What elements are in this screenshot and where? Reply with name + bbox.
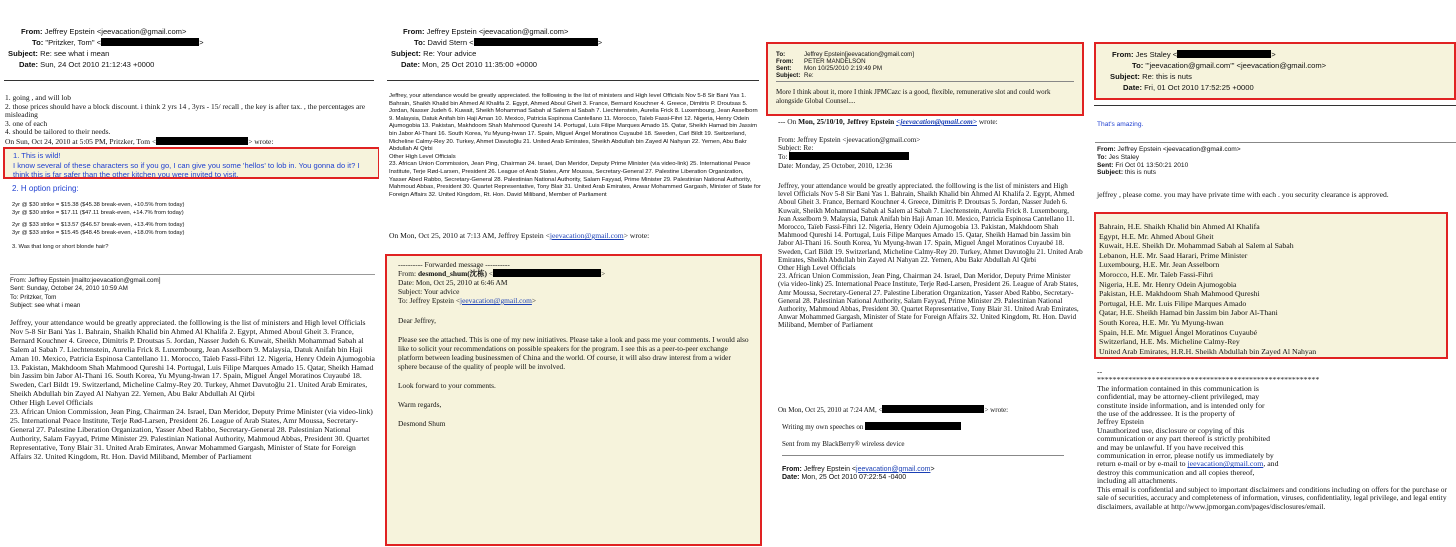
redaction-bar bbox=[882, 405, 984, 413]
disclaimer-line: confidential, may be attorney-client privileged, may bbox=[1097, 392, 1260, 402]
quoted-sent-value: Fri Oct 01 13:50:21 2010 bbox=[1115, 161, 1189, 169]
quoted-from: From: Jeffrey Epstein [mailto:jeevacation@gmail.com] bbox=[10, 277, 161, 284]
redaction-bar bbox=[101, 38, 199, 46]
quoted-sent-label: Sent: bbox=[1097, 161, 1114, 169]
from-value: Jeffrey Epstein <jeevacation@gmail.com> bbox=[44, 27, 187, 36]
from-value: Jes Staley < bbox=[1135, 50, 1178, 59]
email-link[interactable]: jeevacation@gmail.com bbox=[856, 465, 931, 473]
list-item: Luxembourg, H.E. Mr. Jean Asselborn bbox=[1099, 260, 1220, 270]
other-officials-heading: Other High Level Officials bbox=[10, 398, 93, 408]
quote-intro-2: On Mon, Oct 25, 2010 at 7:24 AM, < > wrote: bbox=[778, 406, 1009, 414]
divider bbox=[387, 80, 759, 81]
staley-reply: That's amazing. bbox=[1097, 121, 1144, 128]
disclaimer-return-line: return e-mail or by e-mail to jeevacation@gmail.com, and bbox=[1097, 459, 1279, 469]
highlight-line: I know several of these characters so if you go, I can give you some 'hellos' to lob in. You gonna do it? I think this is far safer than the other kitchen you were invited to visit. bbox=[13, 160, 360, 180]
email-link[interactable]: jeevacation@gmail.com bbox=[549, 231, 624, 240]
to-label: To: bbox=[414, 38, 426, 47]
email-header: From: Jes Staley < > To: "'jeevacation@gmail.com'" <jeevacation@gmail.com> Subject: Re: this is nuts Date: Fri, 01 Oct 2010 17:52:25 +0000 bbox=[1110, 50, 1327, 92]
from-label: From: bbox=[21, 27, 43, 36]
from-label: From: bbox=[403, 27, 425, 36]
to-value: "Pritzker, Tom" < bbox=[45, 38, 102, 47]
subject-label: Subject: bbox=[391, 49, 421, 58]
to-value: David Stern < bbox=[427, 38, 474, 47]
list-item: Morocco, H.E. Mr. Taïeb Fassi-Fihri bbox=[1099, 269, 1214, 279]
letter-closing: Look forward to your comments. bbox=[398, 381, 496, 390]
disclaimer-block bbox=[1097, 368, 1453, 511]
quote-intro: On Mon, Oct 25, 2010 at 7:13 AM, Jeffrey Epstein <jeevacation@gmail.com> wrote: bbox=[389, 231, 650, 240]
highlight-box-mandelson bbox=[766, 42, 1084, 116]
list-item: Egypt, H.E. Mr. Ahmed Aboul Gheit bbox=[1099, 231, 1214, 241]
date-value: Fri, 01 Oct 2010 17:52:25 +0000 bbox=[1144, 83, 1254, 92]
regards: Warm regards, bbox=[398, 400, 442, 409]
quoted-header bbox=[10, 277, 160, 310]
pricing-heading: 2. H option pricing: bbox=[12, 184, 79, 193]
f-from: From: Jeffrey Epstein <jeevacation@gmail.com> bbox=[782, 465, 935, 473]
body-line: 2. those prices should have a block discount. i think 2 yrs 14 , 3yrs - 15/ recall , the key is after tax. , the percentages are misleading bbox=[5, 101, 366, 120]
quoted-to: To: bbox=[778, 152, 1083, 161]
price-line: 3yr @ $30 strike = $17.11 ($47.11 break-even, +14.7% from today) bbox=[12, 209, 184, 216]
highlight-box-staley-header bbox=[1094, 42, 1456, 100]
quoted-header bbox=[1097, 146, 1241, 177]
star-separator: ********************************************************* bbox=[1097, 375, 1320, 385]
disclaimer-line: communication or any part thereof is strictly prohibited bbox=[1097, 434, 1271, 444]
list-item: Spain, H.E. Mr. Miguel Ángel Moratinos Cuyaubé bbox=[1099, 327, 1258, 337]
forward-marker: ---------- Forwarded message ---------- bbox=[398, 260, 510, 269]
redaction-bar bbox=[1177, 50, 1271, 58]
date-label: Date: bbox=[1123, 83, 1142, 92]
price-line: 2yr @ $33 strike = $13.57 ($46.57 break-even, +13.4% from today) bbox=[12, 222, 185, 229]
subject-value: Re: Your advice bbox=[423, 49, 477, 58]
disclaimer-line: Jeffrey Epstein bbox=[1097, 417, 1144, 427]
disclaimer-line: Unauthorized use, disclosure or copying of this bbox=[1097, 425, 1245, 435]
quoted-to-value: Jes Staley bbox=[1108, 153, 1140, 161]
list-item: Lebanon, H.E. Mr. Saad Harari, Prime Minister bbox=[1099, 250, 1248, 260]
sent-label: Sent: bbox=[776, 65, 792, 72]
from-value: Jeffrey Epstein <jeevacation@gmail.com> bbox=[426, 27, 569, 36]
quoted-body bbox=[778, 182, 1083, 330]
list-item: South Korea, H.E. Mr. Yu Myung-hwan bbox=[1099, 317, 1224, 327]
email-panel-mandelson bbox=[766, 22, 1088, 547]
from-value: PETER MANDELSON bbox=[804, 58, 866, 65]
quoted-from-value: Jeffrey Epstein <jeevacation@gmail.com> bbox=[1117, 146, 1241, 153]
email-panel-staley bbox=[1091, 0, 1456, 547]
redaction-bar bbox=[156, 137, 248, 145]
subject-label: Subject: bbox=[776, 72, 801, 79]
minister-list: Jeffrey, your attendance would be greatly appreciated. the folllowing is the list of ministers and High level Officials Nov 5-8 Sir Bani Yas 1. Bahrain, Shaikh Khalid bin Ahmed Al Khalifa 2. Egypt, Ahmed Aboul Gheit 3. France, Bernard Kouchner 4. Greece, Dimitris P. Droutsas 5. Jordan, Nasser Judeh 6. Kuwait, Sheikh Mohammad Sabah al Salem al Sabah 7. Liechtenstein, Aurelia Frick 8. Luxembourg, Jean Asselborn 9. Malaysia, Datuk Anifah bin Haji Aman 10. Mexico, Patricia Espinosa Cantellano 11. Morocco, Taïeb Fassi-Fihri 12. Nigeria, Henry Odein Ajumogobia 13. Pakistan, Makhdoom Shah Mahmood Qureshi 14. Portugal, Luis Filipe Marques Amado 15. Qatar, Sheikh Hamad bin Jassim bin Jabor Al-Thani 16. South Korea, Yu Myung-hwan 17. Spain, Miguel Ángel Moratinos Cuyaubé 18. Sweden, Carl Bildt 19. Switzerland, Micheline Calmy-Rey 20. Turkey, Ahmet Davutoğlu 21. United Arab Emirates, Sheikh Abdullah bin Zayed Al Nahyan 22. Yemen, Abu Bakr Abdullah Al Qirbi bbox=[10, 318, 375, 399]
disclaimer-line: The information contained in this communication is bbox=[1097, 383, 1259, 393]
fwd-date: Date: Mon, Oct 25, 2010 at 6:46 AM bbox=[398, 278, 508, 287]
highlight-box-list bbox=[1094, 212, 1448, 359]
quoted-sent: Sent: Sunday, October 24, 2010 10:59 AM bbox=[10, 285, 128, 293]
body-line: 4. should be tailored to their needs. bbox=[5, 127, 111, 137]
sent-value: Mon 10/25/2010 2:19:49 PM bbox=[804, 65, 883, 72]
disclaimer-line: constitute inside information, and is intended only for bbox=[1097, 400, 1265, 410]
question-line: 3. Was that long or short blonde hair? bbox=[12, 244, 109, 251]
disclaimer-line: the use of the addressee. It is the property of bbox=[1097, 409, 1236, 419]
fwd-to: To: Jeffrey Epstein <jeevacation@gmail.com> bbox=[398, 296, 537, 305]
redaction-bar bbox=[474, 38, 598, 46]
date-value: Sun, 24 Oct 2010 21:12:43 +0000 bbox=[40, 60, 155, 69]
pricing-list bbox=[12, 202, 184, 252]
disclaimer-lines bbox=[1097, 469, 1453, 486]
mandelson-message: More I think about it, more I think JPMCazc is a good, flexible, remunerative slot and could work alongside Global Counsel.... bbox=[776, 88, 1051, 105]
jpmorgan-disclaimer: This email is confidential and subject to important disclaimers and conditions including on offers for the purchase or sale of securities, accuracy and completeness of information, viruses, confidentiality, legal privilege, and legal entity disclaimers, available at http://www.jpmorgan.com/pages/disclosures/email. bbox=[1097, 484, 1447, 511]
to-label: To: bbox=[776, 51, 786, 58]
list-item: Nigeria, H.E. Mr. Henry Odein Ajumogobia bbox=[1099, 279, 1237, 289]
officials-list: 23. African Union Commission, Jean Ping, Chairman 24. Israel, Dan Meridor, Deputy Prime Minister (via video-link) 25. International Peace Institute, Terje Rød-Larsen, President 26. League of Arab States, Amr Moussa, Secretary-General 27. Palestine Liberation Organization, Yasser Abed Rabbo, Secretary-General 28. Palestinian National Authority, Salam Fayyad, Prime Minister 29. Palestinian National Authority, Mahmoud Abbas, President 30. Quartet Representative, Tony Blair 31. United Arab Emirates, Anwar Mohammed Gargash, Minister of State for Foreign Affairs 32. United Kingdom, Rt. Hon. David Miliband, Member of Parliament bbox=[778, 272, 1079, 330]
list-item: Kuwait, H.E. Sheikh Dr. Mohammad Sabah al Salem al Sabah bbox=[1099, 241, 1294, 251]
price-line: 3yr @ $33 strike = $15.45 ($48.45 break-even, +18.0% from today) bbox=[12, 229, 185, 236]
quoted-from: From: Jeffrey Epstein <jeevacation@gmail.com> bbox=[778, 136, 921, 144]
email-panel-pritzker bbox=[0, 22, 379, 547]
disclaimer-line: communication in error, please notify us immediately by bbox=[1097, 451, 1274, 461]
disclaimer-lines bbox=[1097, 385, 1453, 461]
email-body bbox=[389, 93, 761, 199]
writing-line: Writing my own speeches on bbox=[782, 422, 1082, 431]
divider bbox=[4, 80, 374, 81]
subject-label: Subject: bbox=[8, 49, 38, 58]
officials-list: 23. African Union Commission, Jean Ping, Chairman 24. Israel, Dan Meridor, Deputy Prime Minister (via video-link) 25. International Peace Institute, Terje Rød-Larsen, President 26. League of Arab States, Amr Moussa, Secretary-General 27. Palestine Liberation Organization, Yasser Abed Rabbo, Secretary-General 28. Palestinian National Authority, Salam Fayyad, Prime Minister 29. Palestinian National Authority, Mahmoud Abbas, President 30. Quartet Representative, Tony Blair 31. United Arab Emirates, Anwar Mohammed Gargash, Minister of State for Foreign Affairs 32. United Kingdom, Rt. Hon. David Miliband, Member of Parliament bbox=[10, 407, 373, 461]
quoted-subject-value: this is nuts bbox=[1124, 169, 1157, 177]
signature: Desmond Shum bbox=[398, 419, 446, 428]
divider bbox=[1094, 105, 1456, 106]
price-line: 2yr @ $30 strike = $15.38 ($45.38 break-even, +10.5% from today) bbox=[12, 202, 185, 208]
fwd-from: From: desmond_shum(沈栋) < > bbox=[398, 269, 606, 278]
email-body bbox=[5, 94, 375, 147]
quoted-to: To: Pritzker, Tom bbox=[10, 293, 57, 301]
to-label: To: bbox=[1132, 61, 1144, 70]
quoted-subject: Subject: see what i mean bbox=[10, 301, 81, 309]
email-header: From: Jeffrey Epstein <jeevacation@gmail.com> To: "Pritzker, Tom" < > Subject: Re: see what i mean Date: Sun, 24 Oct 2010 21:12:43 +0000 bbox=[8, 27, 204, 69]
divider bbox=[10, 274, 375, 275]
date-label: Date: bbox=[19, 60, 38, 69]
to-value: "'jeevacation@gmail.com'" <jeevacation@gmail.com> bbox=[1145, 61, 1327, 70]
redaction-bar bbox=[493, 269, 601, 277]
officials-list: 23. African Union Commission, Jean Ping, Chairman 24. Israel, Dan Meridor, Deputy Prime Minister (via video-link) 25. International Peace Institute, Terje Rød-Larsen, President 26. League of Arab States, Amr Moussa, Secretary-General 27. Palestine Liberation Organization, Yasser Abed Rabbo, Secretary-General 28. Palestinian National Authority, Salam Fayyad, Prime Minister 29. Palestinian National Authority, Mahmoud Abbas, President 30. Quartet Representative, Tony Blair 31. United Arab Emirates, Anwar Mohammed Gargash, Minister of State for Foreign Affairs 32. United Kingdom, Rt. Hon. David Miliband, Member of Parliament bbox=[389, 161, 761, 198]
highlight-line: 1. This is wild! bbox=[13, 151, 61, 160]
quote-intro: On Sun, Oct 24, 2010 at 5:05 PM, Pritzker, Tom < > wrote: bbox=[5, 136, 274, 146]
divider bbox=[1095, 142, 1456, 143]
quoted-body bbox=[10, 319, 377, 462]
fwd-subject: Subject: Your advice bbox=[398, 287, 460, 296]
list-item: Bahrain, H.E. Shaikh Khalid bin Ahmed Al Khalifa bbox=[1099, 222, 1260, 231]
disclaimer-line: destroy this communication and all copies thereof, bbox=[1097, 467, 1255, 477]
other-officials-heading: Other High Level Officials bbox=[778, 264, 856, 273]
disclaimer-line: including all attachments. bbox=[1097, 476, 1178, 486]
other-officials-heading: Other High Level Officials bbox=[389, 153, 456, 160]
to-label: To: bbox=[32, 38, 44, 47]
minister-list bbox=[1099, 222, 1443, 356]
subject-label: Subject: bbox=[1110, 72, 1140, 81]
quoted-to-label: To: bbox=[1097, 153, 1107, 161]
sent-from-line: Sent from my BlackBerry® wireless device bbox=[782, 440, 905, 449]
email-link[interactable]: <jeevacation@gmail.com> bbox=[896, 117, 977, 126]
list-item: Switzerland, H.E. Ms. Micheline Calmy-Rey bbox=[1099, 337, 1240, 347]
disclaimer-line: and may be unlawful. If you have received this bbox=[1097, 442, 1244, 452]
dash-separator: -- bbox=[1097, 367, 1103, 376]
email-link[interactable]: jeevacation@gmail.com bbox=[460, 296, 532, 305]
divider bbox=[782, 455, 1064, 456]
list-item: Qatar, H.E. Sheikh Hamad bin Jassim bin Jabor Al-Thani bbox=[1099, 308, 1278, 318]
list-item: United Arab Emirates, H.R.H. Sheikh Abdullah bin Zayed Al Nahyan bbox=[1099, 346, 1317, 356]
subject-value: Re: bbox=[804, 72, 814, 79]
minister-list: Jeffrey, your attendance would be greatly appreciated. the folllowing is the list of ministers and High level Officials Nov 5-8 Sir Bani Yas 1. Bahrain, Shaikh Khalid bin Ahmed Al Khalifa 2. Egypt, Ahmed Aboul Gheit 3. France, Bernard Kouchner 4. Greece, Dimitris P. Droutsas 5. Jordan, Nasser Judeh 6. Kuwait, Sheikh Mohammad Sabah al Salem al Sabah 7. Liechtenstein, Aurelia Frick 8. Luxembourg, Jean Asselborn 9. Malaysia, Datuk Anifah bin Haji Aman 10. Mexico, Patricia Espinosa Cantellano 11. Morocco, Taïeb Fassi-Fihri 12. Nigeria, Henry Odein Ajumogobia 13. Pakistan, Makhdoom Shah Mahmood Qureshi 14. Portugal, Luis Filipe Marques Amado 15. Qatar, Sheikh Hamad bin Jassim bin Jabor Al-Thani 16. South Korea, Yu Myung-hwan 17. Spain, Miguel Ángel Moratinos Cuyaubé 18. Sweden, Carl Bildt 19. Switzerland, Micheline Calmy-Rey 20. Turkey, Ahmet Davutoğlu 21. United Arab Emirates, Sheikh Abdullah bin Zayed Al Nahyan 22. Yemen, Abu Bakr Abdullah Al Qirbi bbox=[778, 182, 1083, 264]
quoted-date: Date: Monday, 25 October, 2010, 12:36 bbox=[778, 161, 893, 170]
highlight-box-forwarded bbox=[385, 254, 762, 546]
from-label: From: bbox=[1112, 50, 1134, 59]
email-header bbox=[776, 51, 1074, 79]
from-label: From: bbox=[776, 58, 794, 65]
quote-intro: --- On Mon, 25/10/10, Jeffrey Epstein <jeevacation@gmail.com> wrote: bbox=[778, 117, 998, 126]
redaction-bar bbox=[865, 422, 961, 430]
redaction-bar bbox=[789, 152, 909, 160]
email-panel-stern bbox=[383, 22, 763, 547]
quoted-subject: Subject: Re: bbox=[778, 144, 814, 153]
to-value: Jeffrey Epstein[jeevacation@gmail.com] bbox=[804, 51, 915, 58]
f-date: Date: Mon, 25 Oct 2010 07:22:54 -0400 bbox=[782, 474, 907, 482]
subject-value: Re: see what i mean bbox=[40, 49, 110, 58]
list-item: Portugal, H.E. Mr. Luis Filipe Marques Amado bbox=[1099, 298, 1247, 308]
minister-list: Jeffrey, your attendance would be greatly appreciated. the folllowing is the list of ministers and High level Officials Nov 5-8 Sir Bani Yas 1. Bahrain, Shaikh Khalid bin Ahmed Al Khalifa 2. Egypt, Ahmed Aboul Gheit 3. France, Bernard Kouchner 4. Greece, Dimitris P. Droutsas 5. Jordan, Nasser Judeh 6. Kuwait, Sheikh Mohammad Sabah al Salem al Sabah 7. Liechtenstein, Aurelia Frick 8. Luxembourg, Jean Asselborn 9. Malaysia, Datuk Anifah bin Haji Aman 10. Mexico, Patricia Espinosa Cantellano 11. Morocco, Taïeb Fassi-Fihri 12. Nigeria, Henry Odein Ajumogobia 13. Pakistan, Makhdoom Shah Mahmood Qureshi 14. Portugal, Luis Filipe Marques Amado 15. Qatar, Sheikh Hamad bin Jassim bin Jabor Al-Thani 16. South Korea, Yu Myung-hwan 17. Spain, Miguel Ángel Moratinos Cuyaubé 18. Sweden, Carl Bildt 19. Switzerland, Micheline Calmy-Rey 20. Turkey, Ahmet Davutoğlu 21. United Arab Emirates, Sheikh Abdullah bin Zayed Al Nahyan 22. Yemen, Abu Bakr Abdullah Al Qirbi bbox=[389, 93, 758, 153]
blackberry-block bbox=[782, 422, 1082, 483]
email-header: From: Jeffrey Epstein <jeevacation@gmail.com> To: David Stern < > Subject: Re: Your advice Date: Mon, 25 Oct 2010 11:35:00 +0000 bbox=[391, 27, 603, 69]
letter-body: Please see the attached. This is one of my new initiatives. Please take a look and pass me your comments. I would also like to solicit your recommendations on possible speakers for the program. I see this as a peer-to-peer exchange platform between leading businessmen of China and the world. Of course, it will also draw interest from a wider sphere because of the quality of people will be involved. bbox=[398, 335, 749, 371]
list-item: Pakistan, H.E. Makhdoom Shah Mahmood Qureshi bbox=[1099, 289, 1260, 299]
quoted-header bbox=[778, 136, 1083, 170]
highlight-box-quote bbox=[3, 147, 379, 179]
greeting: Dear Jeffrey, bbox=[398, 316, 436, 325]
invitation-line: jeffrey , please come. you may have private time with each . you security clearance is approved. bbox=[1097, 190, 1389, 199]
date-label: Date: bbox=[401, 60, 420, 69]
quoted-subject-label: Subject: bbox=[1097, 169, 1124, 177]
date-value: Mon, 25 Oct 2010 11:35:00 +0000 bbox=[422, 60, 538, 69]
divider bbox=[776, 81, 1074, 82]
sender-name: desmond_shum(沈栋) bbox=[417, 269, 487, 278]
body-line: 1. going , and will lob bbox=[5, 93, 72, 102]
email-link[interactable]: jeevacation@gmail.com bbox=[1187, 459, 1264, 469]
subject-value: Re: this is nuts bbox=[1142, 72, 1192, 81]
body-line: 3. one of each bbox=[5, 118, 48, 128]
quoted-from-label: From: bbox=[1097, 146, 1116, 153]
